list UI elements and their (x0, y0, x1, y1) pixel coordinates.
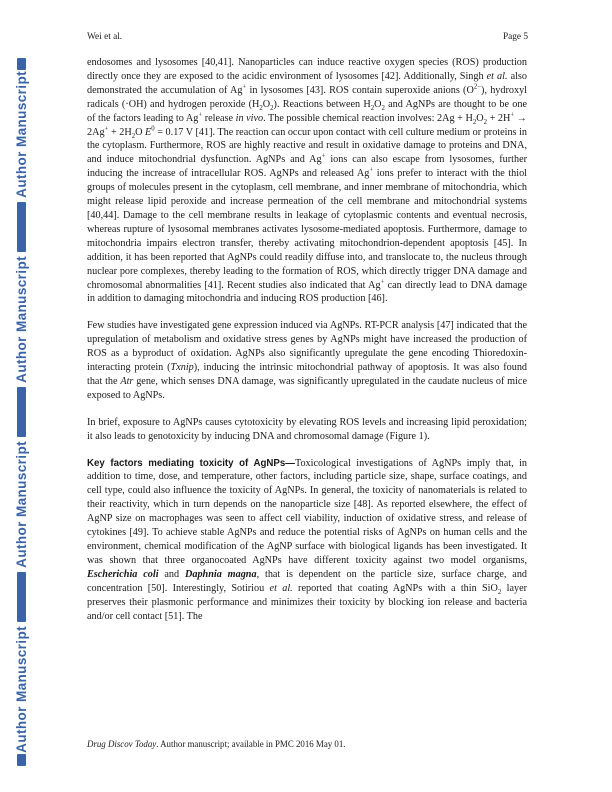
watermark-bar (17, 58, 26, 70)
text-run: In brief, exposure to AgNPs causes cytotoxicity by elevating ROS levels and increasing lipid peroxidation; it also leads to genotoxicity by inducing DNA and chromosomal damage (Figure 1). (87, 416, 527, 442)
text-run: Escherichia coli (87, 568, 159, 580)
text-run: 2 (259, 104, 263, 112)
text-run: → 2Ag (87, 112, 527, 138)
text-run: + (369, 166, 374, 174)
text-run: ions prefer to interact with the thiol groups of molecules present in the cytoplasm, cell membrane, and inner membrane of mitochondria, which might release lipid peroxide and increase permeation of the cell membrane and mitochondrial systems [40,44]. Damage to the cell membrane results in leakage of cytoplasmic contents and eventual necrosis, whereas rupture of lysosomal membranes activates lysosome-mediated apoptosis. Furthermore, damage to mitochondria impairs electron transfer, thereby activating mitochondrion-dependent apoptosis [45]. In addition, it has been reported that AgNPs could readily diffuse into, and translocate to, the nucleus through nuclear pore complexes, thereby leading to the formation of ROS, which directly trigger DNA damage and chromosomal abnormalities [41]. Recent studies also indicated that Ag (87, 168, 527, 291)
paragraph (87, 319, 527, 402)
text-run: + (510, 111, 515, 119)
text-run: + (242, 83, 247, 91)
text-run: + (380, 278, 385, 286)
text-run: Txnip (170, 362, 194, 374)
text-run: O (374, 98, 382, 110)
text-run: + 2H (108, 126, 132, 138)
header-authors: Wei et al. (87, 32, 123, 42)
watermark-label: Author Manuscript (13, 71, 29, 198)
text-run: et al. (486, 70, 508, 82)
text-run: reported that coating AgNPs with a thin SiO (292, 582, 498, 594)
text-run: . The possible chemical reaction involves: 2Ag + H (263, 112, 473, 124)
page-header (87, 32, 528, 42)
text-run: 2 (381, 104, 385, 112)
text-run: 2 (497, 588, 502, 596)
watermark-label: Author Manuscript (13, 626, 29, 753)
text-run: Atr (120, 375, 134, 387)
text-run: Key factors mediating toxicity of AgNPs— (87, 457, 295, 469)
watermark-column (13, 58, 29, 766)
watermark-label: Author Manuscript (13, 256, 29, 383)
text-run: Few studies have investigated gene expression induced via AgNPs. RT-PCR analysis [47] indicated that the upregulation of metabolism and oxidative stress genes by AgNPs might have increased the production of ROS as a byproduct of oxidation. AgNPs also significantly upregulate the gene encoding Thioredoxin-interacting protein ( (87, 320, 527, 374)
footer-text: . Author manuscript; available in PMC 2016 May 01. (156, 739, 346, 749)
text-run: and (158, 568, 185, 580)
text-run: 2 (483, 118, 488, 126)
text-run: O (476, 112, 484, 124)
paragraph (87, 416, 527, 444)
text-run: gene, which senses DNA damage, was significantly upregulated in the caudate nucleus of mice exposed to AgNPs. (87, 375, 527, 401)
text-run: can directly lead to DNA damage in addition to damaging mitochondria and inducing ROS production [46]. (87, 279, 527, 305)
text-run: in lysosomes [43]. ROS contain superoxide anions (O (246, 84, 474, 96)
text-run: in vivo (235, 112, 264, 124)
paragraph (87, 56, 527, 306)
text-run: + (321, 152, 326, 160)
text-run: Toxicological investigations of AgNPs imply that, in addition to time, dose, and temperature, other factors, including particle size, shape, surface coatings, and cell type, could also influence the toxicity of AgNPs. In general, the toxicity of nanomaterials is related to their reactivity, which in turn depends on the nanoparticle size [48]. As reported elsewhere, the effect of AgNP size on macrophages was seen to affect cell viability, induction of oxidative stress, and release of cytokines [49]. To achieve stable AgNPs and reduce the potential risks of AgNPs on human cells and the environment, chemical modification of the AgNP surface with biological ligands has been investigated. It was shown that three organocoated AgNPs have different toxicity against two model organisms, (87, 457, 527, 566)
header-page-number: Page 5 (502, 32, 528, 42)
text-run: layer preserves their plasmonic performance and minimizes their toxicity by blocking ion release and bacteria and/or cell contact [51]. The (87, 582, 527, 622)
watermark-bar (17, 387, 26, 437)
text-run: O (135, 126, 146, 138)
text-run: 2 (370, 104, 375, 112)
text-run: ), hydroxyl radicals (·OH) and hydrogen peroxide (H (87, 84, 527, 110)
text-run: and AgNPs are thought to be one of the factors leading to Ag (87, 98, 527, 124)
text-run: Daphnia magna (185, 568, 257, 580)
text-run: et al. (269, 582, 293, 594)
text-run: ). Reactions between H (273, 98, 371, 110)
watermark-bar (17, 754, 26, 766)
text-run: ions can also escape from lysosomes, further inducing the increase of intracellular ROS. AgNPs and released Ag (87, 154, 527, 180)
text-run: 2− (473, 83, 482, 91)
text-run: + (198, 111, 203, 119)
page-footer (87, 739, 346, 749)
body-content (87, 56, 527, 636)
text-run: = 0.17 V [41]. The reaction can occur upon contact with cell culture medium or proteins in the cytoplasm. Furthermore, ROS are highly reactive and result in oxidative damage to proteins and DNA, and induce mitochondrial dysfunction. AgNPs and Ag (87, 126, 528, 166)
text-run: , that is dependent on the particle size, surface charge, and concentration [50]. Interestingly, Sotiriou (87, 568, 528, 594)
text-run: O (262, 98, 271, 110)
watermark-bar (17, 202, 26, 252)
paragraph (87, 457, 527, 624)
text-run: 2 (131, 132, 136, 140)
text-run: release (202, 112, 236, 124)
text-run: + (104, 125, 109, 133)
text-run: + 2H (487, 112, 511, 124)
watermark-label: Author Manuscript (13, 441, 29, 568)
text-run: 0 (151, 125, 155, 133)
text-run: 2 (472, 118, 477, 126)
footer-journal-title: Drug Discov Today (87, 739, 157, 749)
text-run: ), inducing the intrinsic mitochondrial pathway of apoptosis. It was also found that the (87, 362, 528, 387)
watermark-bar (17, 572, 26, 622)
text-run: endosomes and lysosomes [40,41]. Nanoparticles can induce reactive oxygen species (ROS) production directly once they are exposed to the acidic environment of lysosomes [42]. Additionally, Singh (87, 57, 527, 82)
text-run: 2 (270, 104, 274, 112)
text-run: also demonstrated the accumulation of Ag (87, 70, 527, 96)
text-run: E (145, 126, 152, 138)
